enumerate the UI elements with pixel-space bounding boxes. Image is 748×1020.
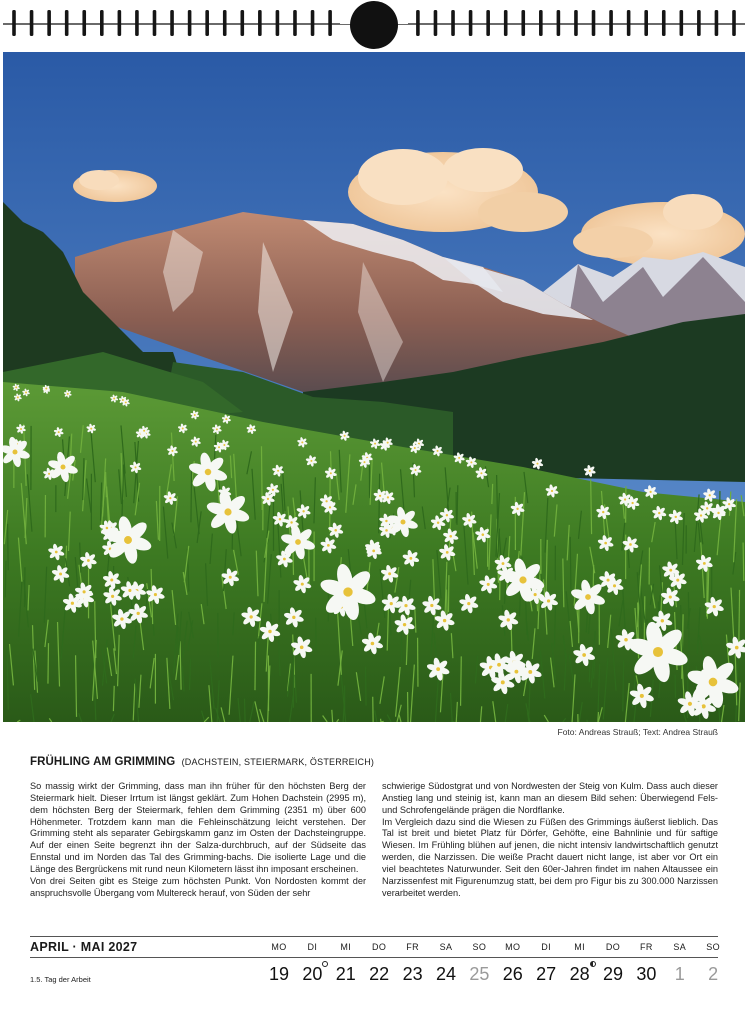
binding-ring [240,10,244,36]
binding-ring [30,10,34,36]
binding-ring [135,10,139,36]
binding-ring [170,10,174,36]
grass-blade [8,524,9,570]
grass-blade [261,446,262,510]
paragraph: Im Vergleich dazu sind die Wiesen zu Füßen des Grimmings äußerst lieblich. Das Tal ist breit und bietet Platz für Dörfer, Gehöfte, eine Bahnlinie und für saftige Wiesen. Im Frühling blühen auf jenen, die nicht intensiv landwirtschaftlich genutzt werden, die Narzissen. Die weiße Pracht dauert nicht lange, ist aber vor Ort ein viel beachtetes Naturwunder. Seit den 60er-Jahren findet im nahen Altaussee ein Narzissenfest mit Figurenumzug statt, bei dem pro Figur bis zu 300.000 Narzissen verarbeitet werden. [382,816,718,898]
day-cell: 30 [636,964,657,984]
binding-ring [153,10,157,36]
weekday-label: MI [574,942,585,952]
binding-ring [223,10,227,36]
grass-blade [316,618,317,649]
binding-ring [416,10,420,36]
weekday-label: DO [605,942,621,952]
day-cell: 26 [502,964,523,984]
weekday-label: SO [706,942,721,952]
binding-ring [328,10,332,36]
binding-ring [697,10,701,36]
headline-subtitle: (DACHSTEIN, STEIERMARK, ÖSTERREICH) [181,757,375,767]
text-column-left [30,781,366,899]
binding-ring [539,10,543,36]
grass-blade [48,643,49,684]
half-moon-icon [590,961,596,967]
day-cell: 25 [469,964,490,984]
day-cell: 24 [435,964,457,984]
grass-blade [743,542,744,580]
grass-blade [244,699,245,722]
day-cell: 21 [335,964,356,984]
grass-blade [457,485,458,525]
binding-ring [451,10,455,36]
weekday-label: SA [673,942,687,952]
grass-blade [598,712,599,722]
paragraph: Von drei Seiten gibt es Steige zum höchsten Punkt. Von Nordosten kommt der anspruchsvolle Übergang vom Multereck herauf, von Süden der sehr [30,875,366,898]
binding-ring [311,10,315,36]
binding-ring [434,10,438,36]
binding-ring [715,10,719,36]
binding-ring [592,10,596,36]
cloud [73,170,157,202]
binding-ring [574,10,578,36]
binding-ring [662,10,666,36]
binding-ring [504,10,508,36]
binding-ring [47,10,51,36]
day-cell: 1 [674,964,685,984]
landscape-photo [3,52,745,722]
grass-blade [5,561,6,598]
grass-blade [106,472,107,497]
weekday-label: MO [271,942,287,952]
day-cell: 29 [602,964,624,984]
binding-ring [65,10,69,36]
binding-ring [293,10,297,36]
binding-ring [100,10,104,36]
binding-ring [644,10,648,36]
binding-ring [732,10,736,36]
day-cell: 27 [536,964,557,984]
binding-ring [205,10,209,36]
binding-ring [12,10,16,36]
calendar-top-rule [30,936,718,937]
day-cell: 19 [268,964,290,984]
weekday-label: FR [406,942,419,952]
photo-credit: Foto: Andreas Strauß; Text: Andrea Strauß [557,727,718,737]
day-cell: 20 [302,964,323,984]
page-title [30,756,374,768]
weekday-label: SA [439,942,453,952]
weekday-label: DI [541,942,552,952]
binding-ring [469,10,473,36]
spiral-binding [0,0,748,52]
weekday-label: SO [472,942,487,952]
headline-title: FRÜHLING AM GRIMMING [30,756,176,768]
weekday-label: MI [340,942,352,952]
grass-blade [492,484,493,504]
weekday-label: MO [505,942,521,952]
day-cell: 28 [569,964,590,984]
weekday-label: FR [639,942,653,952]
grass-blade [461,656,462,705]
weekday-label: DO [372,942,387,952]
grass-blade [381,721,384,722]
grass-blade [191,468,192,523]
grass-blade [255,642,256,691]
paragraph: So massig wirkt der Grimming, dass man ihn früher für den höchsten Berg der Steiermark hielt. Dieser Irrtum ist längst geklärt. Zum Hohen Dachstein (2995 m), dem höchsten Berg der Steiermark, fehlen dem Grimming (2351 m) über 600 Höhenmeter. Trotzdem kann man die Fehleinschätzung leicht verstehen. Der Grimming steht als separater Gebirgskamm ganz im Osten der Dachsteingruppe. Auf der einen Seite begrenzt ihn der Salza-durchbruch, auf der Südseite das Ennstal und im Norden das Tal des Grimming-bachs. Die isolierte Lage und die Länge des Bergrückens mit rund neun Kilometern lässt ihn imposant erscheinen. [30,781,366,874]
calendar-mid-rule [30,957,718,958]
binding-ring [118,10,122,36]
day-cell: 22 [369,964,390,984]
binding-ring [486,10,490,36]
binding-ring [82,10,86,36]
binding-ring [680,10,684,36]
grass-blade [113,686,114,711]
grass-blade [570,537,571,589]
grass-blade [447,590,448,615]
binding-ring [276,10,280,36]
binding-ring [188,10,192,36]
month-label: APRIL · MAI 2027 [30,940,138,954]
holiday-note: 1.5. Tag der Arbeit [30,975,91,984]
text-column-right [382,781,718,899]
hanger-hole-icon [350,1,398,49]
day-cell: 23 [402,964,423,984]
grass-blade [707,565,708,617]
paragraph: schwierige Südostgrat und von Nordwesten der Steig von Kulm. Dass auch dieser Anstieg lang und steinig ist, kann man an diesem Bild sehen: Überwiegend Fels- und Schrofengelände prägen die Nordflanke. [382,781,718,815]
binding-ring [609,10,613,36]
grass-blade [332,710,333,722]
binding-ring [258,10,262,36]
binding-ring [521,10,525,36]
weekday-label: DI [307,942,318,952]
day-cell: 2 [708,964,719,984]
grass-blade [177,626,178,653]
binding-ring [627,10,631,36]
binding-ring [557,10,561,36]
